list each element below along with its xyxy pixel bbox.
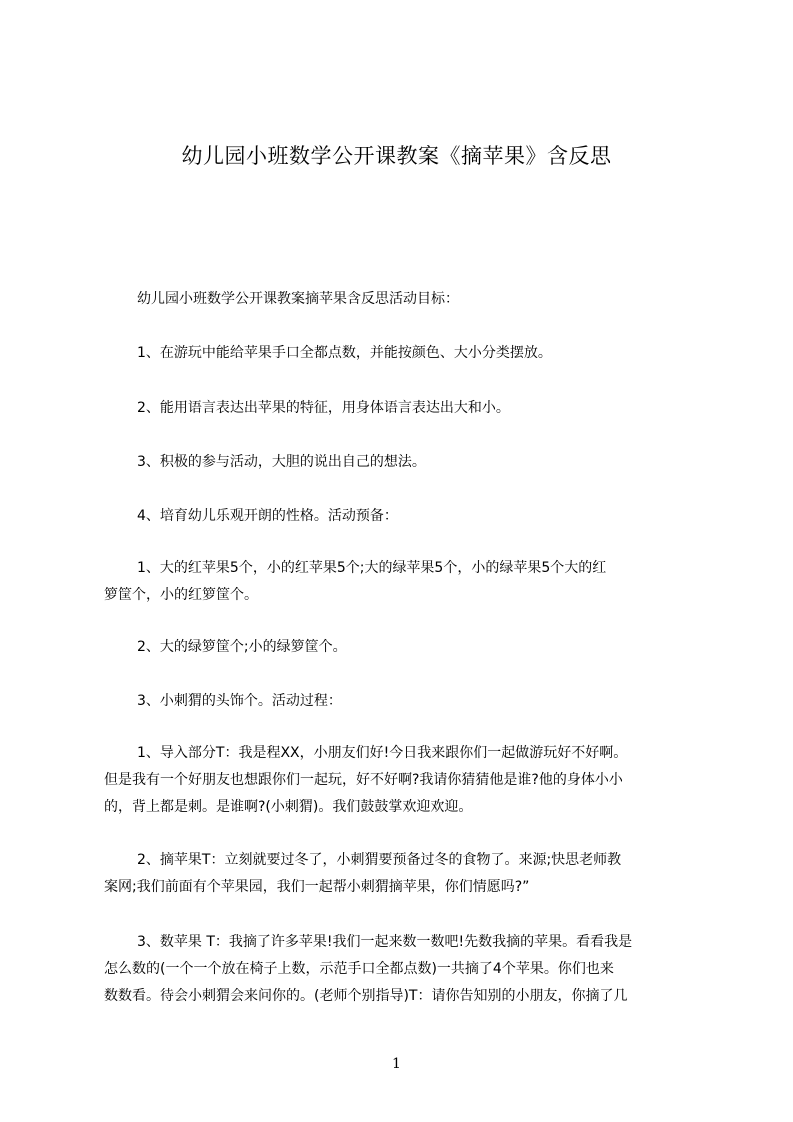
paragraph-line: 幼儿园小班数学公开课教案摘苹果含反思活动目标： — [137, 291, 459, 307]
paragraph-process-2 — [104, 847, 708, 901]
paragraph-prep-2 — [104, 634, 708, 661]
paragraph-line: 数数看。待会小刺猬会来问你的。(老师个别指导)T：请你告知别的小朋友，你摘了几 — [104, 988, 628, 1004]
paragraph-line: 但是我有一个好朋友也想跟你们一起玩，好不好啊?我请你猜猜他是谁?他的身体小小 — [104, 772, 623, 788]
paragraph-line: 1、大的红苹果5个，小的红苹果5个;大的绿苹果5个，小的绿苹果5个大的红 — [137, 560, 607, 576]
paragraph-goal-1 — [104, 340, 708, 367]
paragraph-line: 3、积极的参与活动，大胆的说出自己的想法。 — [137, 454, 426, 470]
paragraph-intro — [104, 286, 708, 313]
paragraph-line: 怎么数的(一个一个放在椅子上数，示范手口全都点数)一共摘了4个苹果。你们也来 — [104, 961, 614, 977]
paragraph-line: 2、摘苹果T：立刻就要过冬了，小刺猬要预备过冬的食物了。来源;快思老师教 — [137, 852, 622, 868]
page-number: 1 — [392, 1056, 401, 1072]
paragraph-line: 4、培育幼儿乐观开朗的性格。活动预备： — [137, 508, 398, 524]
paragraph-line: 3、数苹果 T：我摘了许多苹果!我们一起来数一数吧!先数我摘的苹果。看看我是 — [137, 934, 633, 950]
paragraph-line: 1、在游玩中能给苹果手口全都点数，并能按颜色、大小分类摆放。 — [137, 345, 552, 361]
paragraph-prep-3 — [104, 688, 708, 715]
paragraph-process-1 — [104, 740, 708, 821]
paragraph-goal-4 — [104, 503, 708, 530]
paragraph-goal-2 — [104, 395, 708, 422]
paragraph-line: 1、导入部分T：我是程XX，小朋友们好!今日我来跟你们一起做游玩好不好啊。 — [137, 745, 628, 761]
paragraph-line: 案网;我们前面有个苹果园，我们一起帮小刺猬摘苹果，你们情愿吗?” — [104, 879, 530, 895]
paragraph-goal-3 — [104, 449, 708, 476]
paragraph-line: 箩筐个，小的红箩筐个。 — [104, 587, 258, 603]
paragraph-line: 的，背上都是刺。是谁啊?(小刺猬)。我们鼓鼓掌欢迎欢迎。 — [104, 799, 473, 815]
document-title: 幼儿园小班数学公开课教案《摘苹果》含反思 — [181, 144, 612, 168]
paragraph-line: 2、能用语言表达出苹果的特征，用身体语言表达出大和小。 — [137, 400, 510, 416]
paragraph-line: 3、小刺猬的头饰个。活动过程： — [137, 693, 342, 709]
paragraph-process-3 — [104, 929, 708, 1010]
paragraph-prep-1 — [104, 555, 708, 609]
paragraph-line: 2、大的绿箩筐个;小的绿箩筐个。 — [137, 639, 347, 655]
